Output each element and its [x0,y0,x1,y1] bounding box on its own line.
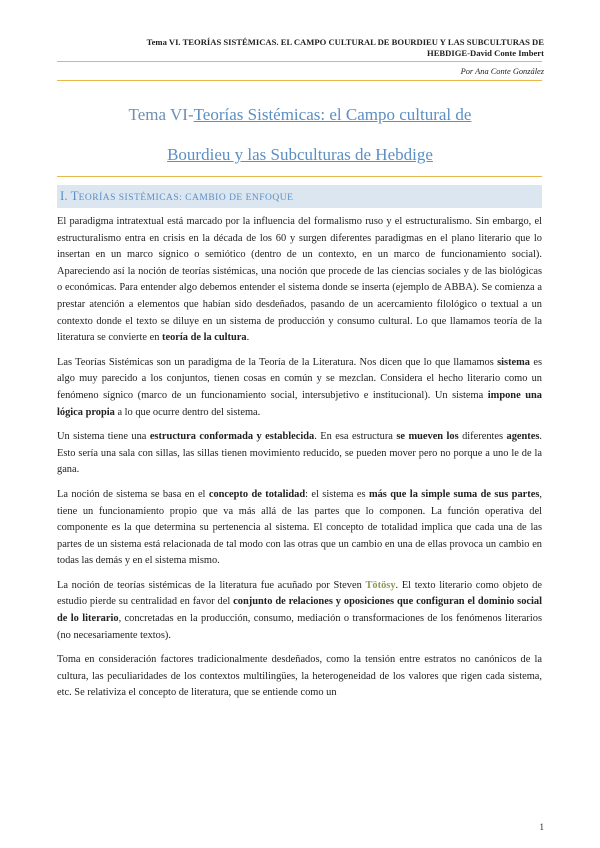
title-line-1: Teorías Sistémicas: el Campo cultural de [193,105,472,124]
section-title: EORÍAS SISTÉMICAS: CAMBIO DE ENFOQUE [78,193,294,203]
paragraph-5: La noción de teorías sistémicas de la literatura fue acuñado por Steven Tötösy. El texto literario como objeto de estudio pierde su centralidad en favor del conjunto de relaciones y oposiciones que configuran el dominio social de lo literario, concretadas en la producción, consumo, mediación o transformaciones de los fenómenos literarios (no necesariamente textos). [57,579,542,641]
title-rule [57,176,542,177]
section-initial: T [70,188,79,203]
section-heading [60,188,293,204]
title-line-2: Bourdieu y las Subculturas de Hebdige [167,145,433,164]
author-line [461,66,544,77]
paragraph-3: Un sistema tiene una estructura conformada y establecida. En esa estructura se mueven los diferentes agentes. Esto sería una sala con sillas, las sillas tienen movimiento reducido, se pueden mover pero no porque a uno le de la gana. [57,431,543,476]
running-header [74,37,544,59]
page-title [60,95,540,175]
paragraph-2: Las Teorías Sistémicas son un paradigma de la Teoría de la Literatura. Nos dicen que lo que llamamos sistema es algo muy parecido a los conjuntos, tienen cosas en común y se mezclan. Considera el hecho literario como un fenómeno sígnico (marco de un funcionamiento social, intersubjetivo e institucional). Un sistema impone una lógica propia a lo que ocurre dentro del sistema. [57,356,542,418]
title-prefix: Tema VI- [128,105,194,124]
highlighted-name: Tötösy [365,579,396,591]
paragraph-4: La noción de sistema se basa en el concepto de totalidad: el sistema es más que la simple suma de sus partes, tiene un funcionamiento propio que va más allá de las partes que lo componen. La función operativa del componente es la que determina su pertenencia al sistema. El concepto de totalidad implica que cada una de las partes de un sistema está relacionada de tal modo con las otras que un cambio en una de ellas provoca un cambio en todas las demás y en el sistema mismo. [57,488,542,567]
author-name: Ana Conte González [475,67,544,76]
header-line-1: Tema VI. TEORÍAS SISTÉMICAS. EL CAMPO CULTURAL DE BOURDIEU Y LAS SUBCULTURAS DE [146,37,544,47]
author-prefix: Por [460,67,474,76]
paragraph-6: Toma en consideración factores tradicionalmente desdeñados, como la tensión entre estratos no canónicos de la cultura, las peculiaridades de los contextos multilingües, la heterogeneidad de los valores que rigen cada sistema, etc. Se relativiza el concepto de literatura, que se entiende como un [57,654,542,699]
paragraph-1: El paradigma intratextual está marcado por la influencia del formalismo ruso y el estructuralismo. Sin embargo, el estructuralismo entra en crisis en la década de los 60 y surgen diferentes paradigmas en el plano literario que lo insertan en un marco sígnico o semiótico (dentro de un contexto, en un marco de funcionamiento social). Apareciendo así la noción de teorías sistémicas, una noción que procede de las ciencias sociales y de las biológicas o económicas. Para entender algo debemos entender el sistema donde se inserta (ejemplo de ABBA). Se comienza a prestar atención a elementos que habían sido desdeñados, pasando de un acercamiento filológico o textual a un contexto donde el texto se diluye en un sistema de producción y consumo cultural. Lo que llamamos teoría de la literatura se convierte en teoría de la cultura. [57,216,542,344]
header-rule-top [57,61,542,62]
body-text [57,214,542,710]
page-number: 1 [539,822,544,832]
section-number: I. [60,188,68,203]
header-rule-bottom [57,80,542,81]
header-line-2: HEBDIGE-David Conte Imbert [427,48,544,58]
